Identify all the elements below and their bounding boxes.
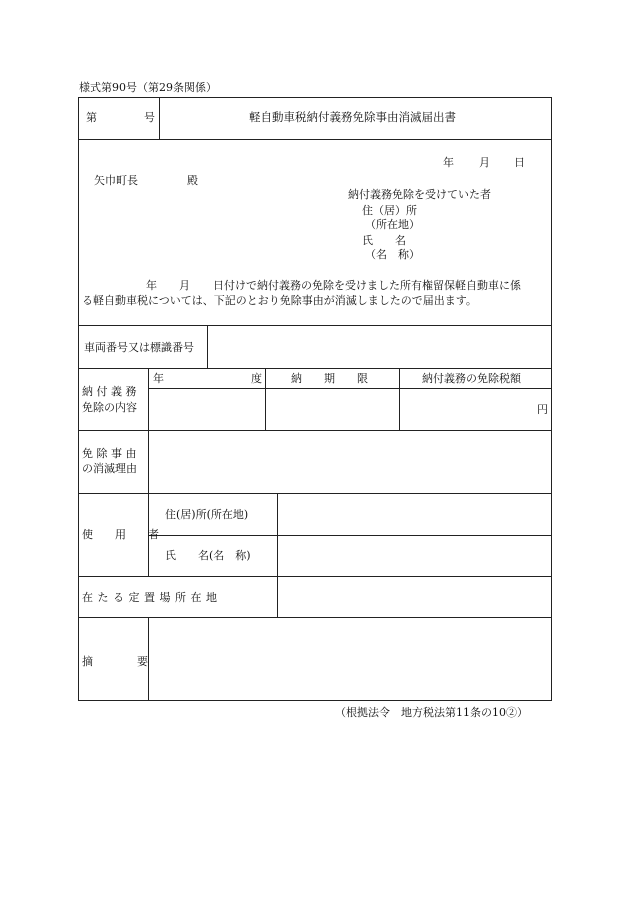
name-label: 氏 名 xyxy=(362,234,406,247)
body-year: 年 xyxy=(146,279,157,292)
honorific: 殿 xyxy=(187,174,198,187)
address-label: 住（居）所 xyxy=(362,204,417,217)
user-address-label: 住(居)所(所在地) xyxy=(165,508,249,521)
reason-label-line-2: の消滅理由 xyxy=(82,462,137,475)
vehicle-number-field[interactable] xyxy=(210,328,548,365)
name-sub: （名 称） xyxy=(365,248,420,261)
number-suffix: 号 xyxy=(144,111,155,124)
address-sub: （所在地） xyxy=(365,218,420,231)
remarks-label: 摘 要 xyxy=(82,655,148,668)
date-year: 年 xyxy=(443,156,454,169)
number-label: 第 xyxy=(86,111,97,124)
body-line-1: 日付けで納付義務の免除を受けました所有権留保軽自動車に係 xyxy=(213,279,521,292)
vehicle-number-label: 車両番号又は標識番号 xyxy=(84,341,194,354)
user-name-field[interactable] xyxy=(280,538,548,574)
exempt-amount-field[interactable] xyxy=(402,391,548,428)
location-field[interactable] xyxy=(280,579,548,615)
fiscal-year-suffix: 度 xyxy=(251,372,262,385)
date-month: 月 xyxy=(479,156,490,169)
reason-field[interactable] xyxy=(151,433,548,490)
user-name-label: 氏 名(名 称) xyxy=(165,549,251,562)
user-address-field[interactable] xyxy=(280,496,548,533)
body-month: 月 xyxy=(179,279,190,292)
remarks-field[interactable] xyxy=(151,620,548,698)
user-label: 使 用 者 xyxy=(82,528,159,541)
location-label: 在 た る 定 置 場 所 在 地 xyxy=(82,591,218,604)
body-line-2: る軽自動車税については、下記のとおり免除事由が消滅しましたので届出ます。 xyxy=(82,294,477,307)
exempt-amount-header: 納付義務の免除税額 xyxy=(422,372,521,385)
reason-label-line-1: 免 除 事 由 xyxy=(82,447,137,460)
fiscal-year-field[interactable] xyxy=(151,391,262,428)
form-title: 軽自動車税納付義務免除事由消滅届出書 xyxy=(249,110,456,124)
due-date-field[interactable] xyxy=(268,391,396,428)
date-day: 日 xyxy=(514,156,525,169)
form-number: 様式第90号（第29条関係） xyxy=(79,81,217,94)
fiscal-year-prefix: 年 xyxy=(153,372,164,385)
exemption-label-line-2: 免除の内容 xyxy=(82,401,137,414)
exemption-label-line-1: 納 付 義 務 xyxy=(82,385,137,398)
addressee: 矢巾町長 xyxy=(94,174,138,187)
due-date-header: 納 期 限 xyxy=(291,372,368,385)
applicant-heading: 納付義務免除を受けていた者 xyxy=(348,188,491,201)
legal-basis: （根拠法令 地方税法第11条の10②） xyxy=(335,706,528,719)
yen-unit: 円 xyxy=(537,403,548,416)
